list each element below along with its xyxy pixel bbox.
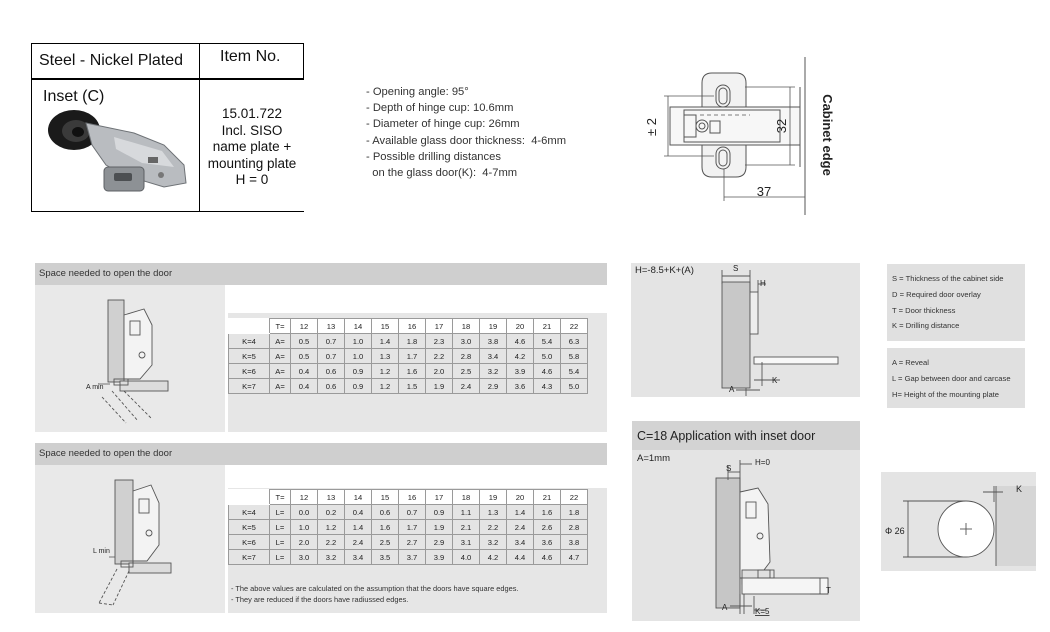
value-cell: 3.6 (534, 535, 561, 550)
t-label: T (826, 586, 831, 595)
value-cell: 2.0 (291, 535, 318, 550)
value-cell: 2.0 (426, 364, 453, 379)
application-drawing (700, 452, 850, 618)
t-value: 13 (318, 319, 345, 334)
t-label: T= (270, 490, 291, 505)
value-cell: 2.6 (534, 520, 561, 535)
application-title: C=18 Application with inset door (637, 429, 816, 443)
t-value: 20 (507, 490, 534, 505)
value-cell: 0.7 (399, 505, 426, 520)
spec-item: - Opening angle: 95° (366, 86, 469, 98)
value-cell: 2.9 (426, 535, 453, 550)
k-cell: K=4 (229, 505, 270, 520)
value-cell: 1.2 (318, 520, 345, 535)
value-cell: 1.0 (345, 349, 372, 364)
s-label: S (726, 464, 732, 473)
value-cell: 1.1 (453, 505, 480, 520)
dim-width: 37 (756, 184, 772, 199)
value-cell: 3.2 (480, 535, 507, 550)
value-cell: 2.2 (480, 520, 507, 535)
value-cell: 3.2 (480, 364, 507, 379)
gap-hinge-drawing (85, 475, 195, 609)
value-cell: 2.1 (453, 520, 480, 535)
value-cell: 3.9 (426, 550, 453, 565)
value-cell: 0.5 (291, 334, 318, 349)
spec-item: - Depth of hinge cup: 10.6mm (366, 102, 514, 115)
item-number: 15.01.722 (221, 106, 283, 121)
l-min-label: L min (93, 548, 110, 555)
row-label: A= (270, 349, 291, 364)
value-cell: 5.8 (561, 349, 588, 364)
table-row (229, 379, 588, 394)
t-value: 16 (399, 490, 426, 505)
dim-height: 32 (774, 118, 789, 134)
h-zero-label: H=0 (755, 458, 770, 467)
table-row (229, 550, 588, 565)
legend-item: T = Door thickness (892, 305, 956, 315)
value-cell: 3.8 (480, 334, 507, 349)
k-label: K (1016, 484, 1023, 494)
dim-tolerance: ± 2 (644, 118, 659, 136)
t-value: 19 (480, 490, 507, 505)
value-cell: 0.7 (318, 334, 345, 349)
row-label: L= (270, 550, 291, 565)
value-cell: 1.6 (399, 364, 426, 379)
value-cell: 1.0 (291, 520, 318, 535)
value-cell: 0.4 (345, 505, 372, 520)
t-value: 18 (453, 319, 480, 334)
k-cell: K=7 (229, 550, 270, 565)
spec-item: on the glass door(K): 4-7mm (366, 167, 518, 180)
value-cell: 1.7 (399, 520, 426, 535)
hinge-product-image (44, 105, 194, 200)
table-row (229, 505, 588, 520)
value-cell: 2.2 (426, 349, 453, 364)
diameter-label: Φ 26 (885, 526, 905, 536)
value-cell: 2.4 (453, 379, 480, 394)
item-no-label: Item No. (220, 48, 281, 65)
item-line-4: mounting plate (207, 155, 297, 171)
table-header-row (229, 490, 588, 505)
value-cell: 0.6 (372, 505, 399, 520)
value-cell: 2.5 (453, 364, 480, 379)
t-value: 21 (534, 490, 561, 505)
value-cell: 0.6 (318, 379, 345, 394)
table-header-row (229, 319, 588, 334)
value-cell: 3.0 (291, 550, 318, 565)
value-cell: 4.2 (480, 550, 507, 565)
k-cell: K=7 (229, 379, 270, 394)
value-cell: 0.7 (318, 349, 345, 364)
value-cell: 1.2 (372, 379, 399, 394)
t-label: T= (270, 319, 291, 334)
t-value: 18 (453, 490, 480, 505)
t-value: 19 (480, 319, 507, 334)
value-cell: 2.7 (399, 535, 426, 550)
value-cell: 1.4 (345, 520, 372, 535)
value-cell: 0.9 (426, 505, 453, 520)
value-cell: 3.8 (561, 535, 588, 550)
t-value: 22 (561, 490, 588, 505)
table-row (229, 334, 588, 349)
hinge-cup-drawing (881, 472, 1036, 571)
value-cell: 5.0 (561, 379, 588, 394)
t-value: 15 (372, 319, 399, 334)
legend-dimensions (887, 348, 1025, 408)
table-notes (231, 583, 518, 605)
note-line: - The above values are calculated on the assumption that the doors have square edges. (231, 584, 519, 593)
value-cell: 0.6 (318, 364, 345, 379)
value-cell: 2.3 (426, 334, 453, 349)
h-label: H (760, 279, 766, 288)
table-row (229, 535, 588, 550)
value-cell: 3.5 (372, 550, 399, 565)
reveal-panel-title: Space needed to open the door (35, 263, 607, 285)
value-cell: 3.6 (507, 379, 534, 394)
note-line: - They are reduced if the doors have radiussed edges. (231, 595, 409, 604)
legend-item: L = Gap between door and carcase (892, 373, 1011, 383)
legend-item: S = Thickness of the cabinet side (892, 274, 1004, 283)
value-cell: 1.6 (372, 520, 399, 535)
row-label: A= (270, 364, 291, 379)
row-label: L= (270, 505, 291, 520)
value-cell: 6.3 (561, 334, 588, 349)
value-cell: 1.9 (426, 520, 453, 535)
value-cell: 1.8 (561, 505, 588, 520)
value-cell: 2.5 (372, 535, 399, 550)
t-value: 22 (561, 319, 588, 334)
value-cell: 2.4 (345, 535, 372, 550)
reveal-table (228, 318, 588, 394)
t-value: 14 (345, 319, 372, 334)
legend-definitions (887, 264, 1025, 341)
a-label: A (722, 603, 728, 612)
value-cell: 1.2 (372, 364, 399, 379)
value-cell: 4.2 (507, 349, 534, 364)
value-cell: 0.9 (345, 364, 372, 379)
value-cell: 1.8 (399, 334, 426, 349)
value-cell: 3.7 (399, 550, 426, 565)
k-cell: K=5 (229, 520, 270, 535)
gap-table (228, 489, 588, 565)
t-value: 21 (534, 319, 561, 334)
value-cell: 1.4 (507, 505, 534, 520)
k-five-label: K=5 (755, 607, 770, 616)
legend-item: H= Height of the mounting plate (892, 389, 1000, 399)
value-cell: 3.1 (453, 535, 480, 550)
legend-item: K = Drilling distance (892, 321, 960, 331)
value-cell: 2.8 (453, 349, 480, 364)
row-label: L= (270, 535, 291, 550)
k-cell: K=6 (229, 364, 270, 379)
spec-item: - Available glass door thickness: 4-6mm (366, 134, 567, 147)
value-cell: 4.3 (534, 379, 561, 394)
reveal-hinge-drawing (80, 295, 190, 427)
value-cell: 3.9 (507, 364, 534, 379)
value-cell: 4.4 (507, 550, 534, 565)
k-cell: K=5 (229, 349, 270, 364)
value-cell: 0.0 (291, 505, 318, 520)
value-cell: 1.4 (372, 334, 399, 349)
value-cell: 0.5 (291, 349, 318, 364)
value-cell: 5.4 (561, 364, 588, 379)
value-cell: 2.4 (507, 520, 534, 535)
value-cell: 0.4 (291, 379, 318, 394)
value-cell: 1.0 (345, 334, 372, 349)
value-cell: 4.6 (534, 364, 561, 379)
formula-label: H=-8.5+K+(A) (635, 265, 694, 276)
cabinet-edge-label: Cabinet edge (820, 94, 835, 176)
item-line-5: H = 0 (235, 172, 269, 187)
t-value: 17 (426, 490, 453, 505)
spec-item: - Possible drilling distances (366, 150, 501, 163)
k-label: K (772, 376, 778, 385)
value-cell: 4.7 (561, 550, 588, 565)
t-value: 12 (291, 490, 318, 505)
value-cell: 2.9 (480, 379, 507, 394)
t-value: 16 (399, 319, 426, 334)
value-cell: 2.8 (561, 520, 588, 535)
value-cell: 3.4 (345, 550, 372, 565)
legend-item: A = Reveal (892, 358, 929, 367)
value-cell: 0.9 (345, 379, 372, 394)
a-min-label: A min (86, 384, 104, 391)
material-label: Steel - Nickel Plated (39, 52, 184, 69)
value-cell: 5.4 (534, 334, 561, 349)
t-value: 17 (426, 319, 453, 334)
value-cell: 3.4 (480, 349, 507, 364)
value-cell: 2.2 (318, 535, 345, 550)
gap-panel-title: Space needed to open the door (35, 443, 607, 465)
value-cell: 1.6 (534, 505, 561, 520)
table-row (229, 349, 588, 364)
value-cell: 4.0 (453, 550, 480, 565)
t-value: 15 (372, 490, 399, 505)
k-cell: K=4 (229, 334, 270, 349)
item-number-block (201, 106, 303, 189)
spec-list (366, 84, 566, 181)
value-cell: 0.2 (318, 505, 345, 520)
legend-item: D = Required door overlay (892, 289, 981, 299)
application-subtitle: A=1mm (637, 453, 670, 464)
formula-drawing (700, 262, 845, 397)
t-value: 12 (291, 319, 318, 334)
item-line-2: Incl. SISO (221, 122, 283, 138)
product-type-label: Inset (C) (43, 88, 105, 105)
value-cell: 5.0 (534, 349, 561, 364)
value-cell: 3.2 (318, 550, 345, 565)
mounting-plate-drawing (640, 55, 850, 225)
t-value: 20 (507, 319, 534, 334)
t-value: 13 (318, 490, 345, 505)
table-row (229, 520, 588, 535)
s-label: S (733, 264, 739, 273)
value-cell: 0.4 (291, 364, 318, 379)
value-cell: 4.6 (507, 334, 534, 349)
spec-item: - Diameter of hinge cup: 26mm (366, 118, 520, 131)
value-cell: 1.7 (399, 349, 426, 364)
value-cell: 1.3 (372, 349, 399, 364)
row-label: A= (270, 379, 291, 394)
k-cell: K=6 (229, 535, 270, 550)
value-cell: 3.0 (453, 334, 480, 349)
row-label: A= (270, 334, 291, 349)
table-row (229, 364, 588, 379)
value-cell: 1.5 (399, 379, 426, 394)
value-cell: 3.4 (507, 535, 534, 550)
row-label: L= (270, 520, 291, 535)
a-label: A (729, 385, 735, 394)
value-cell: 1.3 (480, 505, 507, 520)
t-value: 14 (345, 490, 372, 505)
item-line-3: name plate + (212, 139, 292, 154)
value-cell: 1.9 (426, 379, 453, 394)
value-cell: 4.6 (534, 550, 561, 565)
